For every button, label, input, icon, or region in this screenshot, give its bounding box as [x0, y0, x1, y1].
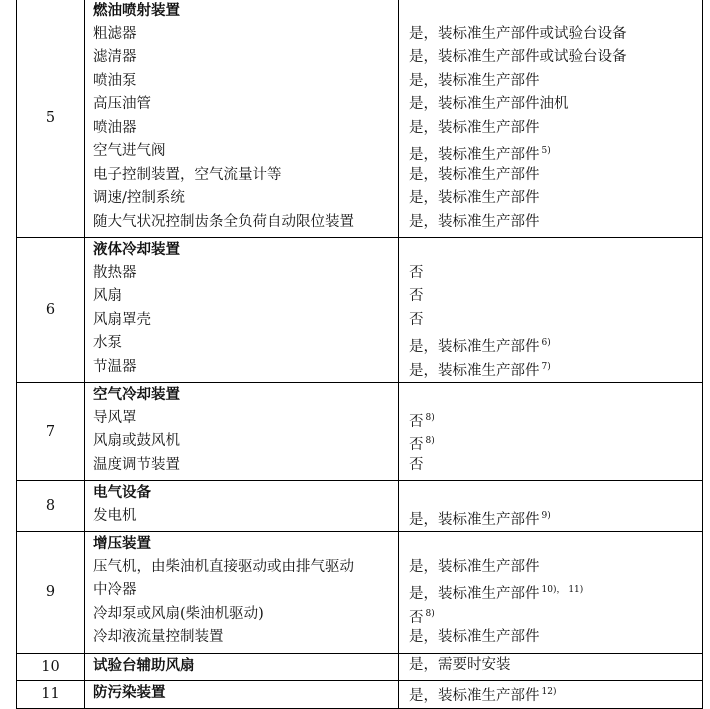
row-number: 7	[17, 383, 85, 481]
row-number: 5	[17, 0, 85, 238]
setting-cell	[399, 481, 703, 532]
setting-value	[399, 505, 702, 529]
heading-spacer	[399, 532, 702, 556]
row-number: 8	[17, 481, 85, 532]
component-name: 发电机	[93, 507, 137, 524]
component-cell	[85, 532, 399, 654]
setting-value	[399, 140, 702, 164]
component-name: 随大气状况控制齿条全负荷自动限位装置	[93, 213, 354, 230]
setting-cell	[399, 238, 703, 383]
setting-value-text: 否	[409, 311, 424, 328]
setting-cell	[399, 0, 703, 238]
setting-value-text: 是，装标准生产部件	[409, 688, 540, 704]
setting-value-text: 是，装标准生产部件	[409, 72, 540, 89]
setting-value	[399, 23, 702, 47]
setting-value	[399, 654, 702, 678]
setting-value	[399, 117, 702, 141]
setting-value	[399, 164, 702, 188]
group-heading: 空气冷却装置	[93, 386, 180, 403]
setting-value-text: 否	[409, 609, 424, 626]
setting-value	[399, 556, 702, 580]
component-name: 风扇	[93, 288, 122, 304]
component-name: 调速/控制系统	[93, 190, 185, 206]
setting-value-text: 是，装标准生产部件油机	[409, 96, 569, 112]
group-heading: 增压装置	[93, 535, 151, 552]
setting-cell	[399, 532, 703, 654]
component-name: 风扇或鼓风机	[93, 433, 180, 449]
component-name: 冷却泵或风扇(柴油机驱动)	[93, 605, 264, 622]
component-name: 风扇罩壳	[93, 311, 151, 328]
component-name: 导风罩	[93, 409, 137, 426]
setting-value	[399, 211, 702, 235]
heading-spacer	[399, 383, 702, 407]
heading-spacer	[399, 238, 702, 262]
component-name: 温度调节装置	[93, 456, 180, 473]
row-number: 6	[17, 238, 85, 383]
component-name: 喷油泵	[93, 72, 137, 89]
setting-value-text: 是，装标准生产部件或试验台设备	[409, 49, 627, 65]
setting-value	[399, 407, 702, 431]
group-heading: 试验台辅助风扇	[93, 656, 195, 674]
setting-value	[399, 681, 702, 705]
setting-value-text: 是，装标准生产部件	[409, 166, 540, 183]
group-heading: 燃油喷射装置	[93, 2, 180, 19]
setting-value-text: 否	[409, 456, 424, 473]
setting-value	[399, 626, 702, 650]
component-cell	[85, 0, 399, 238]
setting-value	[399, 70, 702, 94]
table-row	[17, 0, 703, 238]
component-name: 水泵	[93, 335, 122, 351]
setting-value-text: 否	[409, 413, 424, 430]
component-cell	[85, 383, 399, 481]
setting-value	[399, 46, 702, 70]
table-row	[17, 653, 703, 681]
setting-value-text: 是，装标准生产部件	[409, 511, 540, 528]
setting-value-text: 是，装标准生产部件	[409, 119, 540, 136]
row-number: 9	[17, 532, 85, 654]
table-body	[17, 0, 703, 708]
component-name: 散热器	[93, 264, 137, 281]
component-cell	[85, 653, 399, 681]
footnote-marker: 8)	[425, 412, 435, 423]
footnote-marker: 8)	[425, 608, 435, 619]
setting-value	[399, 430, 702, 454]
component-name: 电子控制装置，空气流量计等	[93, 166, 282, 183]
setting-value-text: 是，装标准生产部件	[409, 629, 540, 645]
footnote-marker: 7)	[541, 361, 551, 372]
setting-value-text: 是，装标准生产部件	[409, 147, 540, 163]
table-row	[17, 532, 703, 654]
table-row	[17, 481, 703, 532]
component-name: 冷却液流量控制装置	[93, 629, 224, 645]
component-name: 中冷器	[93, 582, 137, 598]
setting-value-text: 是，装标准生产部件	[409, 362, 540, 379]
row-number: 10	[17, 653, 85, 681]
component-cell	[85, 681, 399, 709]
table-row	[17, 383, 703, 481]
setting-value	[399, 187, 702, 211]
setting-cell	[399, 681, 703, 709]
setting-value-text: 是，装标准生产部件	[409, 586, 540, 602]
component-name: 喷油器	[93, 119, 137, 136]
setting-value-text: 是，装标准生产部件	[409, 213, 540, 230]
footnote-marker: 6)	[541, 338, 551, 348]
setting-value-text: 是，装标准生产部件或试验台设备	[409, 25, 627, 42]
table-row	[17, 681, 703, 709]
setting-value	[399, 309, 702, 333]
footnote-marker: 8)	[425, 436, 435, 446]
setting-value-text: 否	[409, 437, 424, 453]
component-name: 空气进气阀	[93, 143, 166, 159]
group-heading: 防污染装置	[93, 684, 166, 701]
group-heading: 电气设备	[93, 484, 151, 501]
component-cell	[85, 481, 399, 532]
row-number: 11	[17, 681, 85, 709]
setting-value	[399, 579, 702, 603]
heading-spacer	[399, 0, 702, 23]
setting-cell	[399, 383, 703, 481]
table-row	[17, 238, 703, 383]
component-cell	[85, 238, 399, 383]
footnote-marker: 9)	[541, 510, 551, 521]
setting-value	[399, 285, 702, 309]
setting-value-text: 是，需要时安装	[409, 656, 511, 673]
group-heading: 液体冷却装置	[93, 241, 180, 258]
setting-value	[399, 93, 702, 117]
component-name: 滤清器	[93, 49, 137, 65]
setting-value-text: 是，装标准生产部件	[409, 558, 540, 575]
setting-value	[399, 262, 702, 286]
equipment-table	[16, 0, 703, 709]
setting-value-text: 否	[409, 264, 424, 281]
setting-value	[399, 603, 702, 627]
setting-value-text: 是，装标准生产部件	[409, 339, 540, 355]
component-name: 粗滤器	[93, 25, 137, 42]
setting-value-text: 是，装标准生产部件	[409, 190, 540, 206]
setting-value-text: 否	[409, 288, 424, 304]
setting-value	[399, 332, 702, 356]
setting-value	[399, 356, 702, 380]
footnote-marker: 10)， 11)	[541, 585, 584, 595]
component-name: 高压油管	[93, 96, 151, 112]
setting-cell	[399, 653, 703, 681]
setting-value	[399, 454, 702, 478]
component-name: 压气机，由柴油机直接驱动或由排气驱动	[93, 558, 354, 575]
heading-spacer	[399, 481, 702, 505]
footnote-marker: 5)	[541, 146, 551, 156]
footnote-marker: 12)	[541, 687, 557, 697]
component-name: 节温器	[93, 358, 137, 375]
